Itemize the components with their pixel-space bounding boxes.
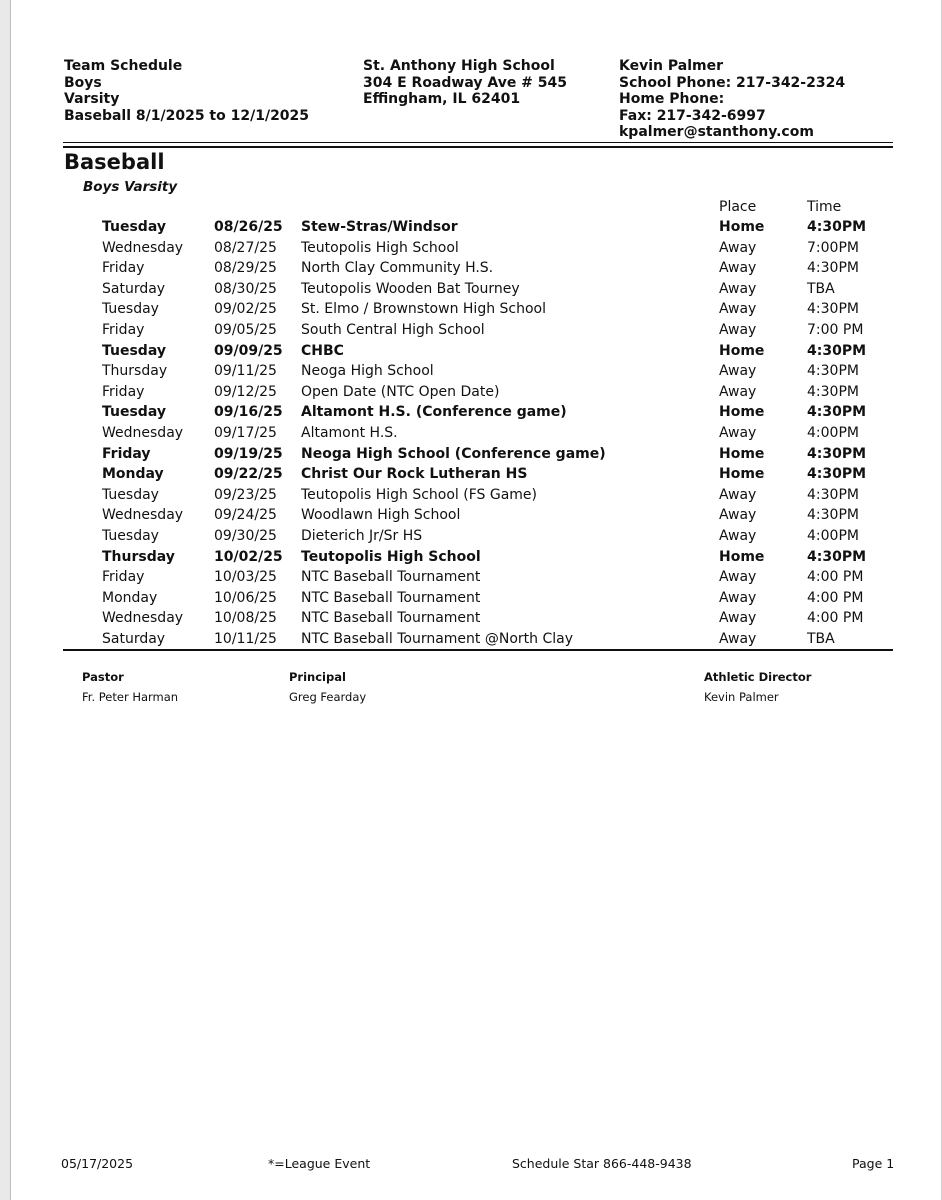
- header-line: Fax: 217-342-6997: [619, 107, 766, 124]
- cell-opponent: North Clay Community H.S.: [301, 260, 494, 277]
- table-row: [11, 342, 941, 363]
- cell-day: Tuesday: [102, 342, 166, 359]
- table-divider: [63, 649, 893, 651]
- cell-date: 09/12/25: [214, 383, 277, 400]
- cell-place: Away: [719, 363, 757, 380]
- cell-day: Saturday: [102, 630, 166, 647]
- header-line: 304 E Roadway Ave # 545: [363, 74, 568, 91]
- cell-day: Tuesday: [102, 486, 159, 503]
- header-line: Baseball 8/1/2025 to 12/1/2025: [64, 107, 310, 124]
- cell-date: 09/24/25: [214, 507, 277, 524]
- header-line: School Phone: 217-342-2324: [619, 74, 846, 91]
- cell-time: 4:00 PM: [807, 610, 864, 627]
- cell-time: 7:00 PM: [807, 321, 864, 338]
- table-row: [11, 424, 941, 445]
- cell-opponent: Altamont H.S.: [301, 424, 398, 441]
- cell-opponent: Neoga High School (Conference game): [301, 445, 606, 462]
- cell-time: 4:00PM: [807, 424, 859, 441]
- cell-time: 4:30PM: [807, 219, 867, 235]
- cell-opponent: CHBC: [301, 342, 344, 359]
- cell-time: 4:30PM: [807, 548, 867, 565]
- table-row: [11, 300, 941, 321]
- cell-day: Monday: [102, 466, 164, 483]
- cell-time: TBA: [807, 630, 835, 647]
- cell-opponent: Teutopolis High School: [301, 239, 459, 256]
- cell-place: Home: [719, 342, 765, 359]
- cell-place: Away: [719, 610, 757, 627]
- table-row: [11, 589, 941, 610]
- cell-opponent: NTC Baseball Tournament: [301, 589, 481, 606]
- footer-print-date: 05/17/2025: [61, 1156, 134, 1171]
- table-row: [11, 280, 941, 301]
- cell-date: 09/22/25: [214, 466, 283, 483]
- header-line: Team Schedule: [64, 58, 183, 74]
- table-row: [11, 239, 941, 260]
- cell-place: Away: [719, 280, 757, 297]
- cell-place: Home: [719, 548, 765, 565]
- cell-time: 4:00PM: [807, 527, 859, 544]
- cell-time: 4:30PM: [807, 466, 867, 483]
- cell-time: 4:30PM: [807, 445, 867, 462]
- cell-date: 09/30/25: [214, 527, 277, 544]
- cell-time: 4:30PM: [807, 404, 867, 421]
- schedule-table: [11, 218, 941, 650]
- cell-day: Saturday: [102, 280, 166, 297]
- cell-opponent: NTC Baseball Tournament: [301, 569, 481, 586]
- cell-opponent: Teutopolis High School: [301, 548, 481, 565]
- cell-time: 7:00PM: [807, 239, 859, 256]
- staff-title-athletic-director: Athletic Director: [704, 670, 812, 684]
- cell-opponent: Altamont H.S. (Conference game): [301, 404, 567, 421]
- cell-date: 08/26/25: [214, 219, 283, 235]
- cell-date: 09/16/25: [214, 404, 283, 421]
- cell-place: Away: [719, 424, 757, 441]
- cell-day: Wednesday: [102, 424, 184, 441]
- table-row: [11, 527, 941, 548]
- cell-day: Thursday: [102, 548, 175, 565]
- cell-date: 10/06/25: [214, 589, 277, 606]
- cell-opponent: Woodlawn High School: [301, 507, 461, 524]
- header-school-info: [363, 58, 567, 108]
- header-divider-bottom: [63, 146, 893, 148]
- cell-opponent: Teutopolis High School (FS Game): [301, 486, 537, 503]
- header-line: Varsity: [64, 91, 120, 107]
- cell-place: Away: [719, 486, 757, 503]
- cell-date: 10/03/25: [214, 569, 277, 586]
- footer-legend: *=League Event: [268, 1156, 371, 1171]
- cell-opponent: Neoga High School: [301, 363, 434, 380]
- cell-day: Friday: [102, 260, 145, 277]
- cell-date: 09/05/25: [214, 321, 277, 338]
- cell-date: 09/17/25: [214, 424, 277, 441]
- cell-opponent: NTC Baseball Tournament: [301, 610, 481, 627]
- cell-opponent: South Central High School: [301, 321, 485, 338]
- cell-place: Home: [719, 466, 765, 483]
- cell-date: 09/09/25: [214, 342, 283, 359]
- table-row: [11, 465, 941, 486]
- cell-place: Home: [719, 404, 765, 421]
- cell-date: 10/11/25: [214, 630, 277, 647]
- cell-place: Away: [719, 569, 757, 586]
- cell-day: Wednesday: [102, 239, 184, 256]
- cell-place: Away: [719, 527, 757, 544]
- cell-place: Away: [719, 589, 757, 606]
- header-divider-top: [63, 142, 893, 143]
- header-line: Boys: [64, 74, 102, 91]
- cell-date: 09/11/25: [214, 363, 277, 380]
- section-subtitle: Boys Varsity: [83, 179, 178, 195]
- cell-place: Away: [719, 260, 757, 277]
- cell-day: Tuesday: [102, 527, 159, 544]
- cell-opponent: Christ Our Rock Lutheran HS: [301, 466, 528, 483]
- header-line: St. Anthony High School: [363, 58, 555, 74]
- table-row: [11, 445, 941, 466]
- cell-opponent: Stew-Stras/Windsor: [301, 219, 458, 235]
- cell-day: Tuesday: [102, 301, 159, 318]
- cell-day: Friday: [102, 445, 151, 462]
- table-row: [11, 609, 941, 630]
- staff-title-principal: Principal: [289, 670, 346, 684]
- cell-opponent: Teutopolis Wooden Bat Tourney: [301, 280, 520, 297]
- cell-place: Away: [719, 239, 757, 256]
- cell-time: 4:30PM: [807, 342, 867, 359]
- schedule-page: [10, 0, 942, 1200]
- cell-time: 4:00 PM: [807, 569, 864, 586]
- cell-day: Friday: [102, 383, 145, 400]
- cell-day: Friday: [102, 569, 145, 586]
- cell-opponent: Open Date (NTC Open Date): [301, 383, 500, 400]
- staff-name-athletic-director: Kevin Palmer: [704, 690, 779, 704]
- table-row: [11, 630, 941, 651]
- staff-name-principal: Greg Fearday: [289, 690, 367, 704]
- cell-place: Away: [719, 630, 757, 647]
- cell-date: 09/19/25: [214, 445, 283, 462]
- section-title: Baseball: [64, 150, 165, 174]
- cell-time: 4:30PM: [807, 383, 859, 400]
- cell-place: Away: [719, 507, 757, 524]
- cell-date: 10/02/25: [214, 548, 283, 565]
- cell-opponent: St. Elmo / Brownstown High School: [301, 301, 546, 318]
- table-row: [11, 403, 941, 424]
- cell-place: Away: [719, 321, 757, 338]
- cell-time: 4:00 PM: [807, 589, 864, 606]
- table-row: [11, 362, 941, 383]
- footer-vendor: Schedule Star 866-448-9438: [512, 1156, 692, 1171]
- cell-day: Friday: [102, 321, 145, 338]
- cell-date: 10/08/25: [214, 610, 277, 627]
- cell-time: 4:30PM: [807, 507, 859, 524]
- header-contact-info: [619, 58, 845, 141]
- cell-place: Away: [719, 383, 757, 400]
- cell-date: 08/27/25: [214, 239, 277, 256]
- footer-page-number: Page 1: [852, 1156, 895, 1171]
- header-line: Home Phone:: [619, 91, 725, 107]
- column-header-time: Time: [807, 199, 842, 215]
- cell-place: Away: [719, 301, 757, 318]
- staff-title-pastor: Pastor: [82, 670, 124, 684]
- cell-day: Tuesday: [102, 219, 166, 235]
- cell-time: 4:30PM: [807, 260, 859, 277]
- cell-time: 4:30PM: [807, 301, 859, 318]
- header-line: Kevin Palmer: [619, 58, 723, 74]
- cell-day: Thursday: [102, 363, 168, 380]
- cell-day: Monday: [102, 589, 158, 606]
- cell-date: 09/23/25: [214, 486, 277, 503]
- table-row: [11, 506, 941, 527]
- cell-day: Wednesday: [102, 507, 184, 524]
- table-row: [11, 321, 941, 342]
- cell-opponent: NTC Baseball Tournament @North Clay: [301, 630, 573, 647]
- cell-day: Wednesday: [102, 610, 184, 627]
- cell-place: Home: [719, 445, 765, 462]
- cell-time: 4:30PM: [807, 486, 859, 503]
- cell-time: TBA: [807, 280, 835, 297]
- table-row: [11, 486, 941, 507]
- column-header-place: Place: [719, 199, 757, 215]
- cell-place: Home: [719, 219, 765, 235]
- cell-date: 09/02/25: [214, 301, 277, 318]
- table-row: [11, 383, 941, 404]
- table-row: [11, 218, 941, 239]
- cell-date: 08/29/25: [214, 260, 277, 277]
- cell-opponent: Dieterich Jr/Sr HS: [301, 527, 423, 544]
- cell-time: 4:30PM: [807, 363, 859, 380]
- table-row: [11, 568, 941, 589]
- table-row: [11, 548, 941, 569]
- header-line: kpalmer@stanthony.com: [619, 124, 814, 140]
- staff-name-pastor: Fr. Peter Harman: [82, 690, 179, 704]
- table-row: [11, 259, 941, 280]
- header-team-info: [64, 58, 309, 124]
- cell-day: Tuesday: [102, 404, 166, 421]
- cell-date: 08/30/25: [214, 280, 277, 297]
- header-line: Effingham, IL 62401: [363, 91, 521, 107]
